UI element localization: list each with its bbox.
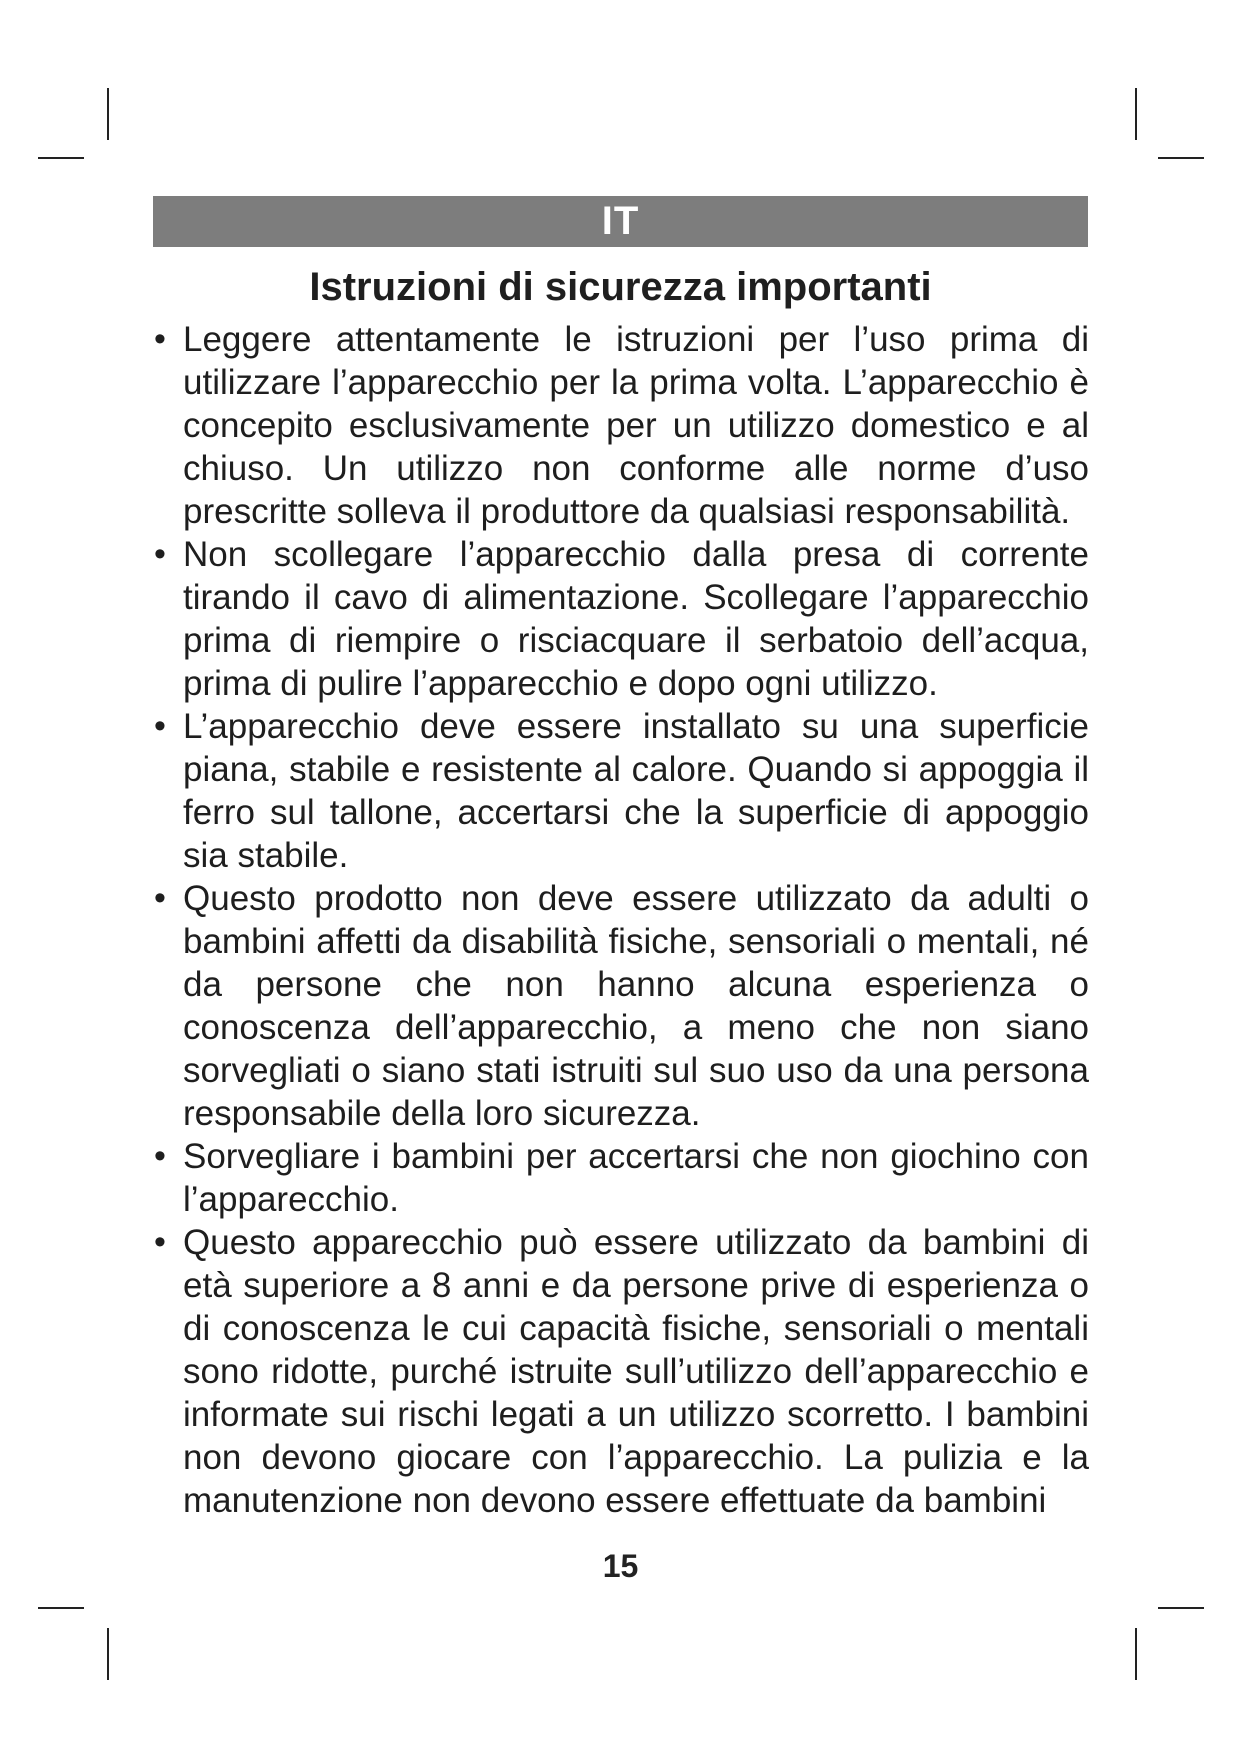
bullet-icon: • <box>154 320 166 358</box>
list-item <box>150 318 1125 533</box>
bullet-icon: • <box>154 535 166 573</box>
page-title: Istruzioni di sicurezza importanti <box>309 265 932 309</box>
list-item-text: L’apparecchio deve essere installato su una superficie piana, stabile e resistente al calore. Quando si appoggia il ferro sul tallone, accertarsi che la superficie di appoggio sia stabile. <box>183 707 1089 875</box>
crop-mark-bottom-right-vertical <box>1135 1628 1137 1680</box>
list-item-text: Questo prodotto non deve essere utilizzato da adulti o bambini affetti da disabilità fisiche, sensoriali o mentali, né da persone che non hanno alcuna esperienza o conoscenza dell’apparecchio, a meno che non siano sorvegliati o siano stati istruiti sul suo uso da una persona responsabile della loro sicurezza. <box>183 879 1089 1133</box>
crop-mark-top-left-horizontal <box>38 157 84 159</box>
crop-mark-bottom-left-horizontal <box>38 1607 84 1609</box>
crop-mark-top-left-vertical <box>107 88 109 140</box>
page-number: 15 <box>602 1548 639 1584</box>
bullet-icon: • <box>154 707 166 745</box>
list-item <box>150 705 1125 877</box>
crop-mark-bottom-right-horizontal <box>1158 1607 1204 1609</box>
crop-mark-top-right-vertical <box>1135 88 1137 140</box>
list-item-text: Questo apparecchio può essere utilizzato da bambini di età superiore a 8 anni e da persone prive di esperienza o di conoscenza le cui capacità fisiche, sensoriali o mentali sono ridotte, purché istruite sull’utilizzo dell’apparecchio e informate sui rischi legati a un utilizzo scorretto. I bambini non devono giocare con l’apparecchio. La pulizia e la manutenzione non devono essere effettuate da bambini <box>183 1223 1089 1520</box>
language-header-bar <box>153 196 1088 247</box>
list-item <box>150 1135 1125 1221</box>
bullet-icon: • <box>154 879 166 917</box>
bullet-icon: • <box>154 1223 166 1261</box>
list-item-text: Sorvegliare i bambini per accertarsi che non giochino con l’apparecchio. <box>183 1137 1089 1219</box>
list-item-text: Leggere attentamente le istruzioni per l’uso prima di utilizzare l’apparecchio per la prima volta. L’apparecchio è concepito esclusivamente per un utilizzo domestico e al chiuso. Un utilizzo non conforme alle norme d’uso prescritte solleva il produttore da qualsiasi responsabilità. <box>183 320 1089 531</box>
list-item-text: Non scollegare l’apparecchio dalla presa di corrente tirando il cavo di alimentazione. Scollegare l’apparecchio prima di riempire o risciacquare il serbatoio dell’acqua, prima di pulire l’apparecchio e dopo ogni utilizzo. <box>183 535 1089 703</box>
crop-mark-top-right-horizontal <box>1158 157 1204 159</box>
list-item <box>150 877 1125 1135</box>
list-item <box>150 533 1125 705</box>
list-item <box>150 1221 1125 1522</box>
bullet-icon: • <box>154 1137 166 1175</box>
language-code: IT <box>601 199 640 243</box>
safety-instructions-list <box>150 318 1125 1522</box>
crop-mark-bottom-left-vertical <box>107 1628 109 1680</box>
